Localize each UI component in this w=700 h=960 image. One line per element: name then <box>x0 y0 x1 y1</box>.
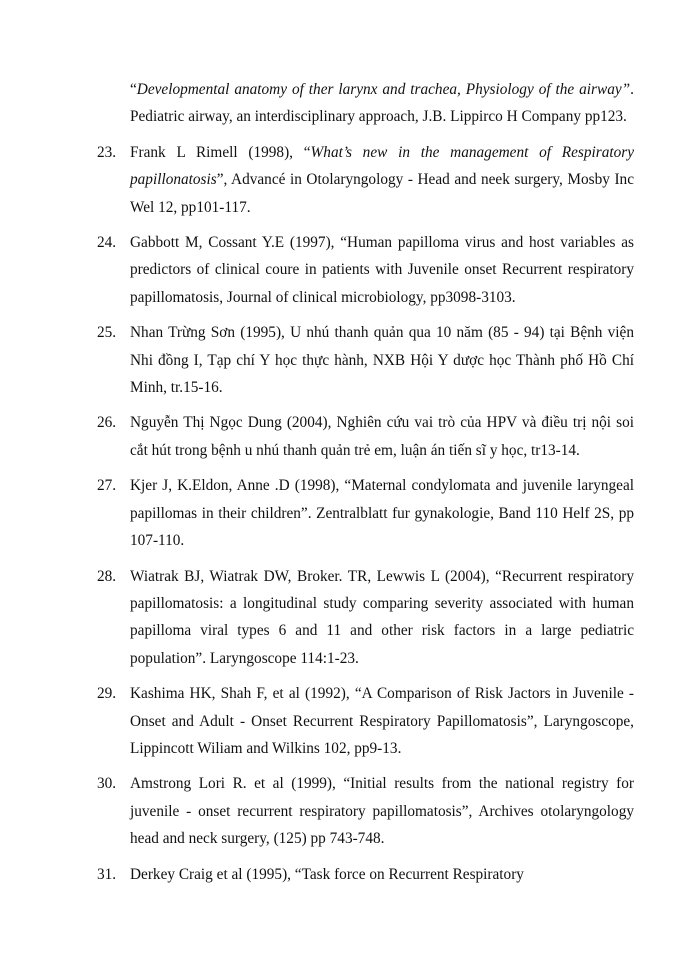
reference-number: 28. <box>97 567 117 585</box>
reference-item <box>0 861 700 888</box>
reference-text <box>130 568 634 667</box>
reference-number: 29. <box>97 685 117 703</box>
reference-text-part: . Pediatric airway, an interdisciplinary approach, J.B. Lippirco H Company pp123. <box>130 81 634 126</box>
reference-text <box>130 775 634 847</box>
reference-text-part: Gabbott M, Cossant Y.E (1997), “Human papilloma virus and host variables as predictors of clinical coure in patients with Juvenile onset Recurrent respiratory papillomatosis, Journal of clinical microbiology, pp3098-3103. <box>130 234 634 306</box>
reference-number: 30. <box>97 775 117 793</box>
reference-text <box>130 477 634 549</box>
reference-number: 24. <box>97 234 117 252</box>
reference-text-part: Kashima HK, Shah F, et al (1992), “A Comparison of Risk Jactors in Juvenile - Onset and Adult - Onset Recurrent Respiratory Papillomatosis”, Laryngoscope, Lippincott Wiliam and Wilkins 102, pp9-13. <box>130 685 634 757</box>
reference-item <box>0 770 700 852</box>
reference-number: 26. <box>97 414 117 432</box>
reference-item <box>0 472 700 554</box>
reference-text <box>130 144 634 216</box>
reference-number: 23. <box>97 143 117 161</box>
reference-text <box>130 234 634 306</box>
reference-title-italic: What’s new in the management of Respiratory papillonatosis <box>130 143 634 189</box>
reference-item <box>0 76 700 131</box>
reference-text-part: Kjer J, K.Eldon, Anne .D (1998), “Maternal condylomata and juvenile laryngeal papillomas in their children”. Zentralblatt fur gynakologie, Band 110 Helf 2S, pp 107-110. <box>130 477 634 550</box>
reference-item <box>0 563 700 673</box>
reference-text-part: “ <box>130 81 137 98</box>
reference-item <box>0 680 700 762</box>
reference-text-part: Wiatrak BJ, Wiatrak DW, Broker. TR, Lewwis L (2004), “Recurrent respiratory papillomatosis: a longitudinal study comparing severity associated with human papilloma viral types 6 and 11 and other risk factors in a large pediatric population”. Laryngoscope 114:1-23. <box>130 567 634 667</box>
reference-text-part: Frank L Rimell (1998), “ <box>130 143 311 161</box>
reference-text-part: Nguyễn Thị Ngọc Dung (2004), Nghiên cứu vai trò của HPV và điều trị nội soi cắt hút trong bệnh u nhú thanh quản trẻ em, luận án tiến sĩ y học, tr13-14. <box>130 414 634 459</box>
reference-number: 25. <box>97 324 117 342</box>
reference-text-part: Amstrong Lori R. et al (1999), “Initial results from the national registry for juvenile - onset recurrent respiratory papillomatosis”, Archives otolaryngology head and neck surgery, (125) pp 743-748. <box>130 775 634 848</box>
reference-text-part: Derkey Craig et al (1995), “Task force on Recurrent Respiratory <box>130 865 524 883</box>
reference-text-part: ”, Advancé in Otolaryngology - Head and neek surgery, Mosby Inc Wel 12, pp101-117. <box>130 171 634 216</box>
reference-text <box>130 81 634 125</box>
reference-list <box>0 76 700 888</box>
reference-title-italic: Developmental anatomy of ther larynx and trachea, Physiology of the airway” <box>136 81 631 98</box>
reference-text <box>130 414 634 458</box>
reference-number: 31. <box>97 865 117 883</box>
reference-text <box>130 685 634 757</box>
reference-text <box>130 866 524 883</box>
reference-text <box>130 324 634 396</box>
reference-item <box>0 229 700 311</box>
reference-item <box>0 319 700 401</box>
reference-text-part: Nhan Trừng Sơn (1995), U nhú thanh quản qua 10 năm (85 - 94) tại Bệnh viện Nhi đồng I, Tạp chí Y học thực hành, NXB Hội Y dược học Thành phố Hồ Chí Minh, tr.15-16. <box>130 324 634 397</box>
reference-number: 27. <box>97 477 117 495</box>
reference-item <box>0 409 700 464</box>
reference-item <box>0 139 700 221</box>
